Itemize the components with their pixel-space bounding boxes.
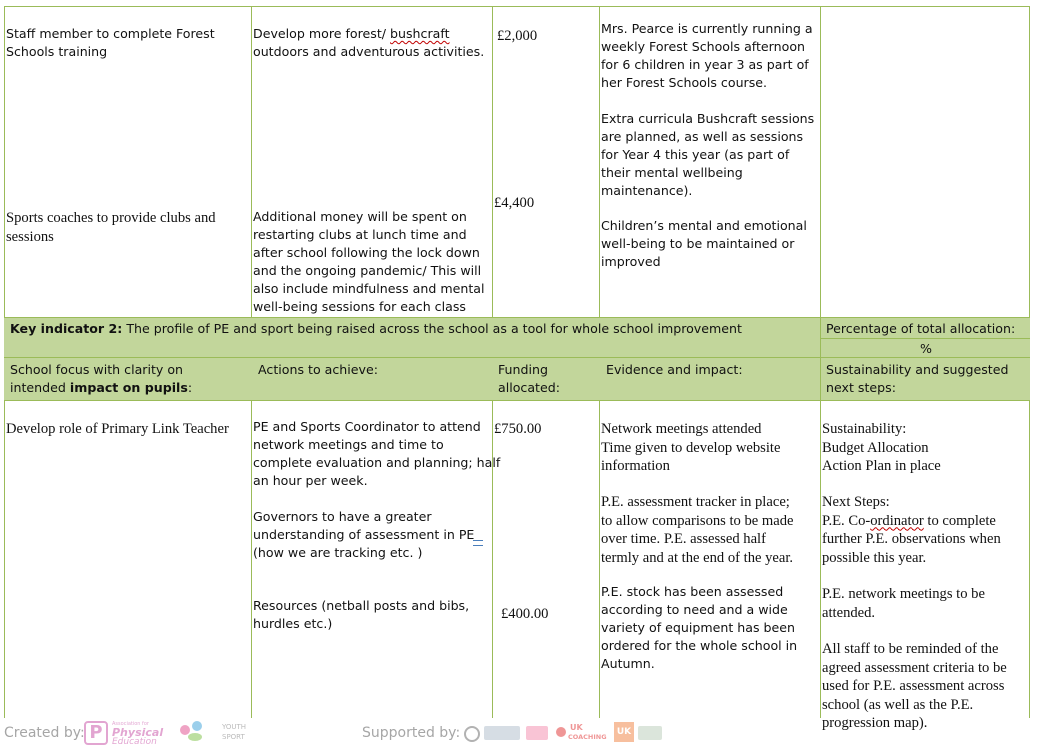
sponsor-logo-6 [638, 726, 662, 740]
header-focus: School focus with clarity on intended impact on pupils: [10, 362, 193, 395]
band-top-border [4, 317, 1030, 318]
created-by-label: Created by: [4, 725, 85, 741]
key-indicator-title: Key indicator 2: The profile of PE and sport being raised across the school as a tool for whole school improvement [10, 321, 742, 336]
sponsor-logo-3 [526, 726, 548, 740]
plt-actions-3: Resources (netball posts and bibs, hurdles etc.) [253, 598, 470, 631]
plt-evidence-3: P.E. stock has been assessed according to need and a wide variety of equipment has been ordered for the whole school in Autumn. [601, 584, 798, 671]
coaches-actions: Additional money will be spent on restarting clubs at lunch time and after school following the lock down and the ongoing pandemic/ This will also include mindfulness and mental well-being sessions for each class [253, 209, 485, 314]
forest-funding: £2,000 [497, 28, 538, 44]
plt-evidence-2: P.E. assessment tracker in place; to allow comparisons to be made over time. P.E. assessed half termly and at the end of the year. [601, 494, 794, 566]
supported-by-label: Supported by: [362, 725, 461, 741]
plt-sustain-3: P.E. network meetings to be attended. [822, 586, 985, 621]
sponsor-logo-sport-england [484, 726, 520, 740]
forest-evidence-2: Extra curricula Bushcraft sessions are planned, as well as sessions for Year 4 this year (as part of their mental wellbeing maintenance). [601, 111, 815, 198]
header-sustainability: Sustainability and suggested next steps: [826, 362, 1009, 395]
header-actions: Actions to achieve: [258, 362, 378, 377]
plt-focus: Develop role of Primary Link Teacher [6, 421, 229, 437]
forest-focus: Staff member to complete Forest Schools training [6, 26, 215, 59]
afpe-logo: P Association for Physical Education [84, 721, 176, 745]
forest-evidence-1: Mrs. Pearce is currently running a weekly Forest Schools afternoon for 6 children in year 3 as part of her Forest Schools course. [601, 21, 813, 90]
percentage-value: % [920, 341, 932, 356]
forest-actions: Develop more forest/ bushcraft outdoors and adventurous activities. [253, 26, 485, 59]
header-funding: Funding allocated: [498, 362, 560, 395]
plt-funding-1: £750.00 [494, 421, 542, 437]
plt-sustain-1: Sustainability: Budget Allocation Action Plan in place [822, 421, 941, 474]
band-bottom-border [4, 400, 1030, 401]
plt-actions-2: Governors to have a greater understanding of assessment in PE (how we are tracking etc. ) [253, 509, 475, 560]
plt-actions-1: PE and Sports Coordinator to attend network meetings and time to complete evaluation and planning; half an hour per week. [253, 419, 501, 488]
uk-coaching-logo: UK COACHING [556, 723, 610, 743]
band-divider [820, 317, 821, 400]
page-footer [0, 718, 1039, 747]
coaches-focus: Sports coaches to provide clubs and sessions [6, 210, 216, 245]
table-top-border [4, 6, 1030, 7]
plt-sustain-2: Next Steps: P.E. Co-ordinator to complete further P.E. observations when possible this year. [822, 494, 1001, 566]
percentage-label: Percentage of total allocation: [826, 321, 1016, 336]
col-border-3 [599, 6, 600, 317]
band-mid-border [4, 357, 1030, 358]
percent-divider [820, 338, 1030, 339]
coaches-evidence: Children’s mental and emotional well-being to be maintained or improved [601, 218, 807, 269]
coaches-funding: £4,400 [494, 195, 535, 211]
sponsor-logo-lottery [462, 724, 480, 742]
youth-sport-logo: YOUTH SPORT [180, 721, 252, 745]
equals-mark [473, 540, 483, 546]
plt-evidence-1: Network meetings attended Time given to develop website information [601, 421, 781, 474]
plt-funding-2: £400.00 [501, 606, 549, 622]
col-border-3b [599, 357, 600, 718]
uk-sport-logo: UK [614, 722, 634, 742]
plt-sustain-4: All staff to be reminded of the agreed assessment criteria to be used for P.E. assessment across school (as well as the P.E. progression map). [822, 641, 1007, 731]
header-evidence: Evidence and impact: [606, 362, 743, 377]
